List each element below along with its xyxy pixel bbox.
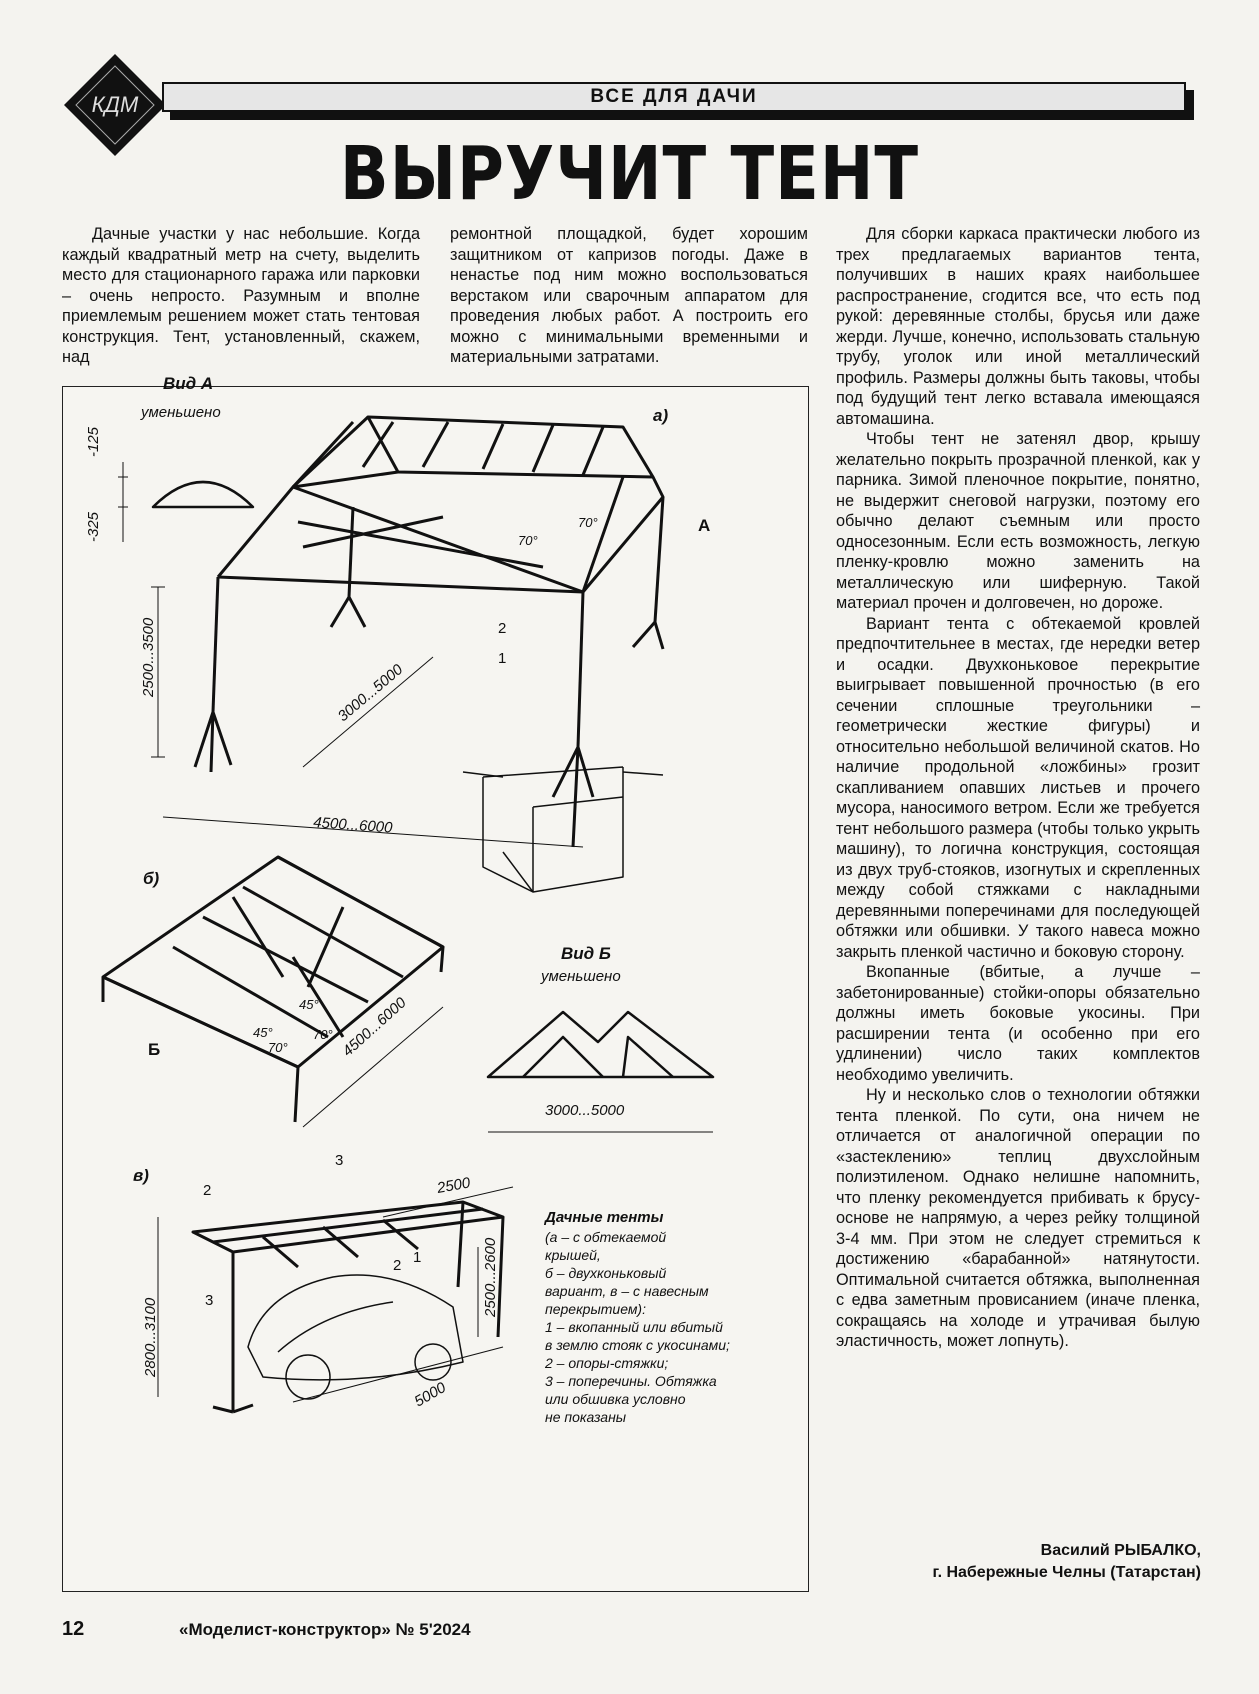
intro-paragraph-2: ремонтной площадкой, будет хорошим защитником от капризов погоды. Даже в ненастье под ним можно воспользоваться верстаком или сварочным аппаратом для проведения любых работ. А построить его можно с минимальными временными и материальными затратами. [450, 225, 808, 366]
view-a-profile [153, 482, 253, 507]
dim-height-v2: 2800...3100 [142, 1297, 159, 1377]
body-paragraph: Для сборки каркаса практически любого из трех предлагаемых вариантов тента, получивших в наших краях наибольшее распространение, сгодится все, что есть под рукой: деревянные столбы, брусья или даже жерди. Лучше, конечно, использовать стальную трубу, уголок или иной металлический профиль. Размеры должны быть таковы, чтобы под будущий тент легко вставала имеющаяся автомашина. [836, 225, 1200, 428]
arrow-a-label: A [698, 516, 711, 535]
angle-70-b2: 70° [268, 1040, 288, 1055]
dim-325: -325 [85, 511, 102, 542]
view-a-subtitle: уменьшено [141, 404, 221, 421]
num-2-v1: 2 [203, 1182, 212, 1199]
intro-column-1 [62, 224, 420, 368]
view-b-title: Вид Б [561, 944, 611, 963]
angle-70-b1: 70° [313, 1027, 333, 1042]
angle-70-a1: 70° [518, 533, 538, 548]
drawing-v-frame [193, 1202, 503, 1412]
author-name: Василий РЫБАЛКО, [1040, 1542, 1201, 1559]
dim-depth-a: 3000...5000 [334, 661, 407, 726]
page-number: 12 [62, 1618, 85, 1640]
view-b-profile [488, 1012, 713, 1077]
caption-line: не показаны [545, 1409, 627, 1425]
drawing-a-frame [195, 417, 663, 847]
drawing-b-frame [103, 857, 443, 1122]
label-a: а) [653, 406, 669, 425]
author-signature [933, 1540, 1201, 1584]
caption-title: Дачные тенты [545, 1209, 664, 1226]
angle-70-a2: 70° [578, 515, 598, 530]
num-3-v1: 3 [335, 1152, 344, 1169]
tent-drawings [63, 374, 808, 1591]
body-paragraph: Вкопанные (вбитые, а лучше – забетонированные) стойки-опоры обязательно должны иметь боковые укосины. При расширении тента (и особенно при его удлинении) число таких комплектов необходимо увеличить. [836, 963, 1200, 1084]
arrow-b-label: Б [148, 1040, 161, 1059]
label-b: б) [143, 869, 160, 888]
num-2-a: 2 [498, 620, 507, 637]
caption-line: (а – с обтекаемой [545, 1229, 667, 1245]
car-outline [248, 1275, 463, 1399]
article-title: ВЫРУЧИТ ТЕНТ [339, 132, 920, 218]
num-3-v2: 3 [205, 1292, 214, 1309]
dim-5000: 5000 [411, 1379, 449, 1411]
dim-width-view-b: 3000...5000 [545, 1102, 625, 1119]
body-column [836, 224, 1200, 1352]
magazine-issue: «Моделист-конструктор» № 5'2024 [178, 1620, 471, 1639]
caption-line: вариант, в – с навесным [545, 1283, 709, 1299]
num-2-v2: 2 [393, 1257, 402, 1274]
body-paragraph: Ну и несколько слов о технологии обтяжки тента пленкой. По сути, она ничем не отличается от аналогичной операции по «застеклению» теплиц двухслойным полиэтиленом. Однако нелишне напомнить, что пленку рекомендуется прибивать к брусу-основе не напрямую, а через рейку толщиной 3-4 мм. При этом не следует стремиться к достижению «барабанной» натянутости. Оптимальной считается обтяжка, выполненная с едва заметным провисанием (иначе пленка, сокращаясь на холоде и утрачивая былую эластичность, может лопнуть). [836, 1086, 1200, 1350]
section-banner: ВСЕ ДЛЯ ДАЧИ [162, 82, 1186, 112]
page-footer [62, 1618, 471, 1641]
logo-text: КДМ [91, 92, 139, 117]
intro-column-2 [450, 224, 808, 368]
caption-line: 3 – поперечины. Обтяжка [545, 1373, 717, 1389]
view-a-title: Вид А [163, 374, 214, 393]
num-1-a: 1 [498, 650, 507, 667]
view-b-subtitle: уменьшено [541, 968, 621, 985]
angle-45-b1: 45° [299, 997, 319, 1012]
dim-height-v1: 2500...2600 [482, 1237, 499, 1317]
caption-line: 2 – опоры-стяжки; [545, 1355, 669, 1371]
caption-line: или обшивка условно [545, 1391, 686, 1407]
caption-line: в землю стояк с укосинами; [545, 1337, 730, 1353]
dim-height-a: 2500...3500 [140, 617, 157, 697]
num-1-v: 1 [413, 1249, 422, 1266]
ground-foundation [463, 767, 663, 892]
body-paragraph: Чтобы тент не затенял двор, крышу желательно покрыть прозрачной пленкой, как у парника. Зимой пленочное покрытие, понятно, не выдержит снеговой нагрузки, поэтому его обычно делают съемным или просто односезонным. Если есть возможность, легкую пленку-кровлю можно заменить на металлическую или шиферную. Такой материал прочен и долговечен, но дороже. [836, 430, 1200, 612]
caption-line: б – двухконьковый [545, 1265, 667, 1281]
caption-line: 1 – вкопанный или вбитый [545, 1319, 723, 1335]
caption-line: перекрытием): [545, 1301, 646, 1317]
author-place: г. Набережные Челны (Татарстан) [932, 1564, 1201, 1581]
dim-depth-b: 4500...6000 [339, 994, 410, 1060]
angle-45-b2: 45° [253, 1025, 273, 1040]
intro-paragraph-1: Дачные участки у нас небольшие. Когда каждый квадратный метр на счету, выделить место для стационарного гаража или парковки – очень непросто. Разумным и вполне приемлемым решением может стать тентовая конструкция. Тент, установленный, скажем, над [62, 225, 420, 366]
dim-125: -125 [85, 426, 102, 457]
body-paragraph: Вариант тента с обтекаемой кровлей предпочтительнее в местах, где нередки ветер и осадки. Двухконьковое перекрытие выигрывает повышенной прочностью (в его сечении сплошные треугольники – геометрически жесткие фигуры) и относительно небольшой величиной скатов. Но наличие продольной «ложбины» грозит скапливанием опавших листьев и прочего мусора, наносимого ветром. Если же требуется тент небольшого размера (чтобы только укрыть машину), то логична конструкция, состоящая из двух труб-стояков, изогнутых и скрепленных между собой стяжками с накладными деревянными поперечинами для последующей обтяжки или обшивки. У такого навеса можно закрыть пленкой частично и боковую сторону. [836, 614, 1200, 961]
caption-line: крышей, [545, 1247, 601, 1263]
dim-2500: 2500 [435, 1174, 472, 1197]
label-v: в) [133, 1166, 149, 1185]
dim-width-a: 4500...6000 [312, 814, 393, 837]
tent-drawings-figure [62, 374, 809, 1592]
